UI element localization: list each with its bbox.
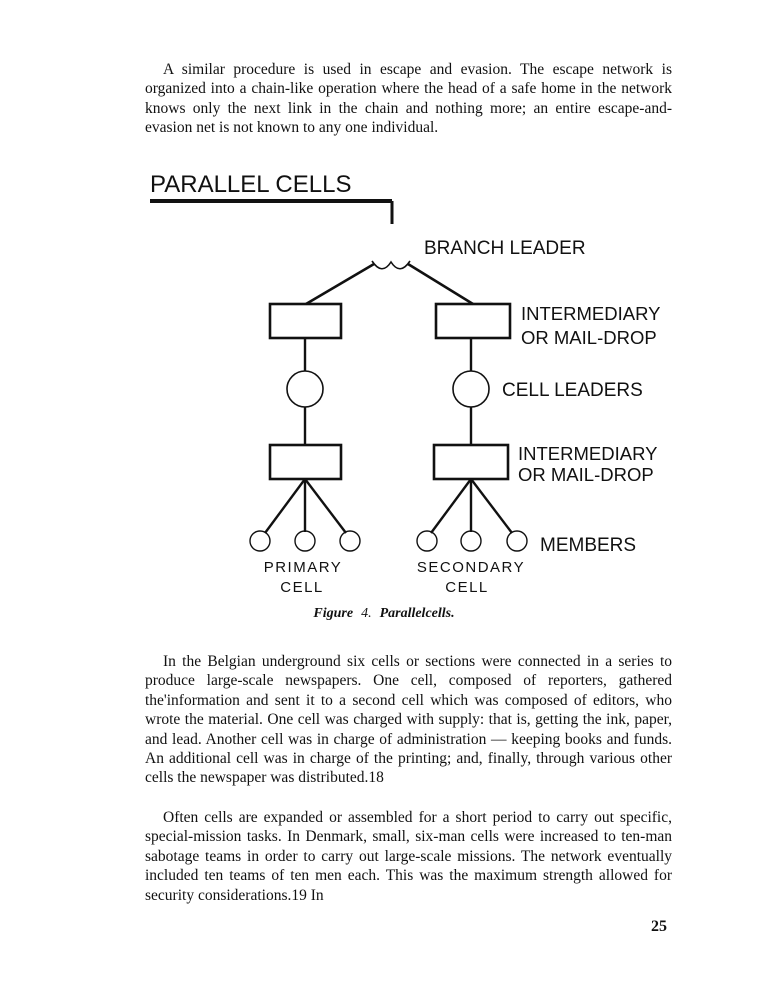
left-bottom-intermediary-box xyxy=(270,445,341,479)
link-primary-member-1 xyxy=(265,479,305,533)
secondary-member-node xyxy=(507,531,527,551)
belgian-paragraph-text: In the Belgian underground six cells or sections were connected in a series to produce large-scale newspapers. One cell, composed of reporters, gathered the'information and sent it to a second cell which was composed of editors, who wrote the material. One cell was charged with supply: that is, getting the ink, paper, and lead. Another cell was in charge of administration — keeping books and funds. An additional cell was in charge of the printing; and, finally, through various other cells the newspaper was distributed.18 xyxy=(145,653,672,787)
intermediary-bottom-label-line1: INTERMEDIARY xyxy=(518,443,658,464)
secondary-cell-label-line1: SECONDARY xyxy=(416,559,526,576)
figure-caption-text: Parallelcells. xyxy=(379,606,455,621)
link-primary-member-3 xyxy=(305,479,346,533)
cell-leaders-label: CELL LEADERS xyxy=(502,380,643,401)
secondary-member-node xyxy=(417,531,437,551)
link-secondary-member-3 xyxy=(471,479,512,533)
figure-title: PARALLEL CELLS xyxy=(150,171,352,198)
intro-paragraph-text: A similar procedure is used in escape and evasion. The escape network is organized into a chain-like operation where the head of a safe home in the network knows only the next link in the chain and nothing more; an entire escape-and-evasion net is not known to any one individual. xyxy=(145,61,672,137)
secondary-member-node xyxy=(461,531,481,551)
primary-cell-label-line1: PRIMARY xyxy=(263,559,343,576)
primary-member-node xyxy=(250,531,270,551)
secondary-cell-leader-node xyxy=(453,371,489,407)
primary-cell-leader-node xyxy=(287,371,323,407)
secondary-cell-label-line2: CELL xyxy=(445,579,489,596)
figure-caption xyxy=(0,606,768,622)
primary-member-node xyxy=(295,531,315,551)
left-top-intermediary-box xyxy=(270,304,341,338)
members-label: MEMBERS xyxy=(540,535,637,556)
belgian-paragraph xyxy=(145,652,672,788)
right-top-intermediary-box xyxy=(436,304,510,338)
intermediary-bottom-label-line2: OR MAIL-DROP xyxy=(518,464,654,485)
intermediary-top-label-line2: OR MAIL-DROP xyxy=(521,327,657,348)
figure-caption-prefix: Figure xyxy=(313,606,354,621)
figure-caption-number: 4. xyxy=(361,606,372,621)
link-secondary-member-1 xyxy=(431,479,471,533)
primary-cell-label-line2: CELL xyxy=(280,579,324,596)
cells-paragraph-text: Often cells are expanded or assembled for a short period to carry out specific, special-mission tasks. In Denmark, small, six-man cells were increased to ten-man sabotage teams in order to carry out large-scale missions. The network eventually included ten teams of ten men each. This was the maximum strength allowed for security considerations.19 In xyxy=(145,809,672,904)
intermediary-top-label-line1: INTERMEDIARY xyxy=(521,303,661,324)
primary-member-node xyxy=(340,531,360,551)
cells-paragraph xyxy=(145,808,672,905)
link-branch-to-left-intermediary xyxy=(306,264,374,304)
branch-leader-node xyxy=(372,261,410,269)
branch-leader-label: BRANCH LEADER xyxy=(424,238,586,259)
page-number: 25 xyxy=(651,918,667,935)
link-branch-to-right-intermediary xyxy=(408,264,473,304)
right-bottom-intermediary-box xyxy=(434,445,508,479)
